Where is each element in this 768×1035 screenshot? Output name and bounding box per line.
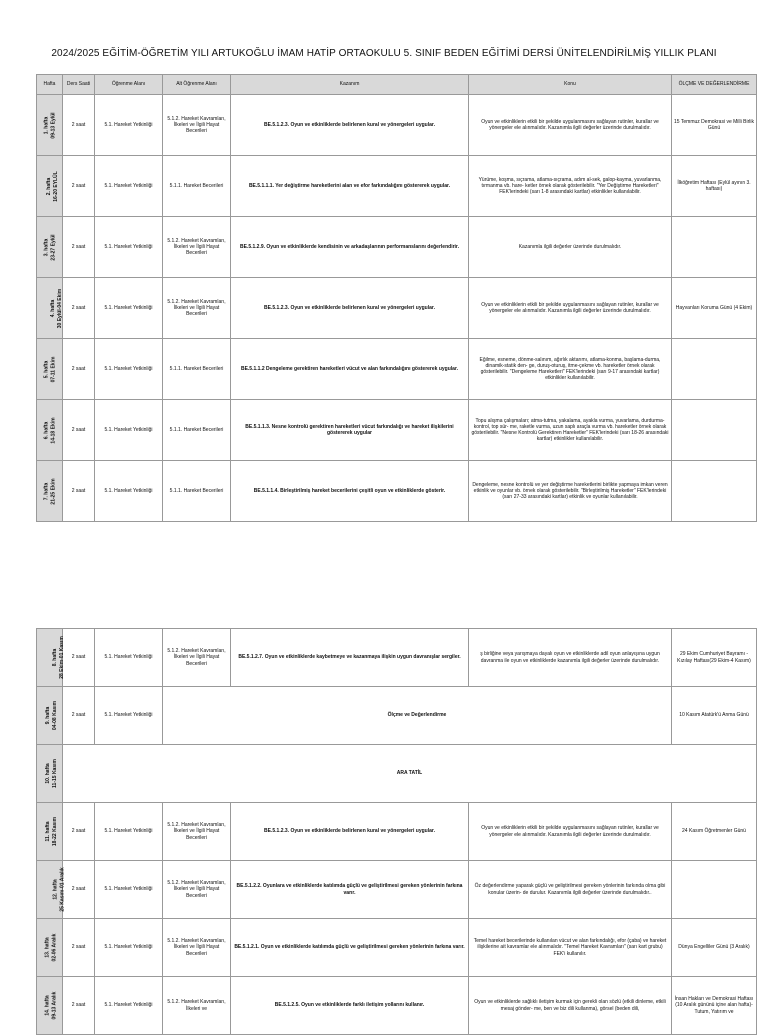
table-row [37, 278, 757, 339]
week-cell: 4. hafta 30 Eylül-04 Ekim [37, 278, 63, 339]
table-row [37, 461, 757, 522]
topic-cell: Oyun ve etkinliklerin etkili bir şekilde uygulanmasını sağlayan rutinler, kurallar ve yönergeler ele alınmalıdır. Kazanımla ilgili değerler üzerinde durulmalıdır. [469, 95, 672, 156]
col-header-kazanim: Kazanım [231, 75, 469, 95]
week-cell: 1. hafta 09-13 Eylül [37, 95, 63, 156]
hours-cell: 2 saat [63, 629, 95, 687]
outcome-cell: BE.5.1.2.3. Oyun ve etkinliklerde belirlenen kural ve yönergeleri uygular. [231, 95, 469, 156]
sub-learning-area-cell: 5.1.1. Hareket Becerileri [163, 461, 231, 522]
topic-cell: Öz değerlendirme yaparak güçlü ve geliştirilmesi gereken yönlerinin farkında olma gibi konular üzerin- de durulur. Kazanımla ilgili değerler üzerinde durulmalıdır.. [469, 861, 672, 919]
table-row [37, 95, 757, 156]
topic-cell: Eğilme, esneme, dönme-salınım, ağırlık aktarımı, atlama-konma, başlama-durma, dinamik-statik den- ge, duruş-oturuş, itme-çekme vb. hareketler örnek olarak gösterilebilir. "Dengeleme Hareketleri" FEK'lerindeki (sarı 9-17 arasındaki kartlar) etkinlikler kullanılabilir. [469, 339, 672, 400]
merged-assessment-cell: Ölçme ve Değerlendirme [163, 687, 672, 745]
sub-learning-area-cell: 5.1.2. Hareket Kavramları, İlkeleri ve İlgili Hayat Becerileri [163, 278, 231, 339]
assessment-cell [672, 461, 757, 522]
table-row [37, 629, 757, 687]
outcome-cell: BE.5.1.2.2. Oyunlara ve etkinliklerde katılımda güçlü ve geliştirilmesi gereken yönlerinin farkına varır. [231, 861, 469, 919]
week-cell: 7. hafta 21-25 Ekim [37, 461, 63, 522]
sub-learning-area-cell: 5.1.1. Hareket Becerileri [163, 400, 231, 461]
topic-cell: Dengeleme, nesne kontrolü ve yer değiştirme hareketlerini birlikte yapmaya imkan veren etkinlik ve oyunlar vb. örnek olarak gösterilebilir. "Birleştirilmiş Hareketler" FEK'lerindeki (sarı 27-33 arasındaki kartlar) etkinlik ve oyunlar kullanılabilir. [469, 461, 672, 522]
plan-table-page-2 [36, 628, 757, 1035]
sub-learning-area-cell: 5.1.2. Hareket Kavramları, İlkeleri ve İlgili Hayat Becerileri [163, 217, 231, 278]
table-row [37, 803, 757, 861]
col-header-ders-saati: Ders Saati [63, 75, 95, 95]
week-cell: 8. hafta 28 Ekim-01 Kasım [37, 629, 63, 687]
page-title: 2024/2025 EĞİTİM-ÖĞRETİM YILI ARTUKOĞLU İMAM HATİP ORTAOKULU 5. SINIF BEDEN EĞİTİMİ DERSİ ÜNİTELENDİRİLMİŞ YILLIK PLANI [51, 48, 717, 59]
learning-area-cell: 5.1. Hareket Yetkinliği [95, 803, 163, 861]
table-row [37, 217, 757, 278]
topic-cell: Oyun ve etkinliklerde sağlıklı iletişim kurmak için gerekli olan sözlü (etkili dinleme, etkili mesaj gönder- me, ben ve biz dili kullanma), görsel (beden dili, [469, 977, 672, 1035]
sub-learning-area-cell: 5.1.1. Hareket Becerileri [163, 339, 231, 400]
outcome-cell: BE.5.1.2.7. Oyun ve etkinliklerde kaybetmeye ve kazanmaya ilişkin uygun davranışlar sergiler. [231, 629, 469, 687]
col-header-ogrenme-alani: Öğrenme Alanı [95, 75, 163, 95]
table-row [37, 156, 757, 217]
week-cell: 6. hafta 14-18 Ekim [37, 400, 63, 461]
assessment-cell [672, 217, 757, 278]
topic-cell: Yürüme, koşma, sıçrama, atlama-sıçrama, adım al-sek, galop-kayma, yuvarlanma, tırmanma vb. hare- ketler örnek olarak gösterilebilir. "Yer Değiştirme Hareketleri" FEK'lerindeki (sarı 1-8 arasındaki kartlar) etkinlikler kullanılabilir. [469, 156, 672, 217]
hours-cell: 2 saat [63, 217, 95, 278]
week-cell: 9. hafta 04-08 Kasım [37, 687, 63, 745]
week-cell: 5. hafta 07-11 Ekim [37, 339, 63, 400]
sub-learning-area-cell: 5.1.2. Hareket Kavramları, İlkeleri ve [163, 977, 231, 1035]
sub-learning-area-cell: 5.1.2. Hareket Kavramları, İlkeleri ve İlgili Hayat Becerileri [163, 629, 231, 687]
week-cell: 12. hafta 25 Kasım-01 Aralık [37, 861, 63, 919]
sub-learning-area-cell: 5.1.1. Hareket Becerileri [163, 156, 231, 217]
sub-learning-area-cell: 5.1.2. Hareket Kavramları, İlkeleri ve İlgili Hayat Becerileri [163, 95, 231, 156]
assessment-cell: Dünya Engelliler Günü (3 Aralık) [672, 919, 757, 977]
sub-learning-area-cell: 5.1.2. Hareket Kavramları, İlkeleri ve İlgili Hayat Becerileri [163, 919, 231, 977]
assessment-cell [672, 339, 757, 400]
week-cell: 14. hafta 09-13 Aralık [37, 977, 63, 1035]
outcome-cell: BE.5.1.2.3. Oyun ve etkinliklerde belirlenen kural ve yönergeleri uygular. [231, 278, 469, 339]
table-row [37, 977, 757, 1035]
week-cell: 3. hafta 23-27 Eylül [37, 217, 63, 278]
learning-area-cell: 5.1. Hareket Yetkinliği [95, 95, 163, 156]
outcome-cell: BE.5.1.1.2 Dengeleme gerektiren hareketleri vücut ve alan farkındalığını göstererek uygular. [231, 339, 469, 400]
outcome-cell: BE.5.1.1.4. Birleştirilmiş hareket becerilerini çeşitli oyun ve etkinliklerde gösterir. [231, 461, 469, 522]
hours-cell: 2 saat [63, 861, 95, 919]
topic-cell: Temel hareket becerilerinde kullanılan vücut ve alan farkındalığı, efor (çaba) ve hareket ilişkilerine ait kavramlar ele alınmalıdır. "Temel Hareket Kavramları" (sarı kart grubu) FEK'i kullanılır. [469, 919, 672, 977]
hours-cell: 2 saat [63, 461, 95, 522]
assessment-cell: İnsan Hakları ve Demokrasi Haftası (10 Aralık gününü içine alan hafta)- Tutum, Yatırım ve [672, 977, 757, 1035]
learning-area-cell: 5.1. Hareket Yetkinliği [95, 278, 163, 339]
outcome-cell: BE.5.1.1.3. Nesne kontrolü gerektiren hareketleri vücut farkındalığı ve hareket ilişkilerini göstererek uygular [231, 400, 469, 461]
table-row [37, 745, 757, 803]
hours-cell: 2 saat [63, 156, 95, 217]
plan-table-page-1 [36, 74, 757, 522]
outcome-cell: BE.5.1.2.1. Oyun ve etkinliklerde katılımda güçlü ve geliştirilmesi gereken yönlerinin farkına varır. [231, 919, 469, 977]
header-row [37, 75, 757, 95]
assessment-cell: 10 Kasım Atatürk'ü Anma Günü [672, 687, 757, 745]
learning-area-cell: 5.1. Hareket Yetkinliği [95, 156, 163, 217]
assessment-cell: Hayvanları Koruma Günü (4 Ekim) [672, 278, 757, 339]
hours-cell: 2 saat [63, 95, 95, 156]
week-cell: 13. hafta 02-06 Aralık [37, 919, 63, 977]
outcome-cell: BE.5.1.2.9. Oyun ve etkinliklerde kendisinin ve arkadaşlarının performanslarını değerlendirir. [231, 217, 469, 278]
hours-cell: 2 saat [63, 400, 95, 461]
col-header-olcme: ÖLÇME VE DEĞERLENDİRME [672, 75, 757, 95]
sub-learning-area-cell: 5.1.2. Hareket Kavramları, İlkeleri ve İlgili Hayat Becerileri [163, 803, 231, 861]
week-cell: 11. hafta 18-22 Kasım [37, 803, 63, 861]
outcome-cell: BE.5.1.2.5. Oyun ve etkinliklerde farklı iletişim yollarını kullanır. [231, 977, 469, 1035]
learning-area-cell: 5.1. Hareket Yetkinliği [95, 400, 163, 461]
hours-cell: 2 saat [63, 339, 95, 400]
col-header-hafta: Hafta [37, 75, 63, 95]
learning-area-cell: 5.1. Hareket Yetkinliği [95, 461, 163, 522]
topic-cell: Topu alışma çalışmaları; atma-tutma, yakalama, ayakla vurma, yuvarlama, durdurma-kontrol, top sür- me, raketle vurma, uzun saplı araçla vurma vb. hareketler örnek olarak gösterilebilir. "Nesne Kontrolü Gerektiren Hareketler" FEK'lerindeki (sarı 18-26 arasındaki kartlar) etkinlikler kullanılabilir. [469, 400, 672, 461]
hours-cell: 2 saat [63, 687, 95, 745]
holiday-cell: ARA TATİL [63, 745, 757, 803]
col-header-alt-ogrenme-alani: Alt Öğrenme Alanı [163, 75, 231, 95]
outcome-cell: BE.5.1.1.1. Yer değiştirme hareketlerini alan ve efor farkındalığını göstererek uygular. [231, 156, 469, 217]
topic-cell: Kazanımla ilgili değerler üzerinde durulmalıdır. [469, 217, 672, 278]
sub-learning-area-cell: 5.1.2. Hareket Kavramları, İlkeleri ve İlgili Hayat Becerileri [163, 861, 231, 919]
hours-cell: 2 saat [63, 977, 95, 1035]
learning-area-cell: 5.1. Hareket Yetkinliği [95, 977, 163, 1035]
table-row [37, 919, 757, 977]
assessment-cell: 24 Kasım Öğretmenler Günü [672, 803, 757, 861]
learning-area-cell: 5.1. Hareket Yetkinliği [95, 861, 163, 919]
learning-area-cell: 5.1. Hareket Yetkinliği [95, 217, 163, 278]
topic-cell: Oyun ve etkinliklerin etkili bir şekilde uygulanmasını sağlayan rutinler, kurallar ve yönergeler ele alınmalıdır. Kazanımla ilgili değerler üzerinde durulmalıdır. [469, 803, 672, 861]
assessment-cell [672, 861, 757, 919]
topic-cell: ş birliğine veya yarışmaya dayalı oyun ve etkinliklerde adil oyun anlayışına uygun davranma ile oyun ve etkinliklerde kazanımla ilgili değerler üzerinde durulmalıdır. [469, 629, 672, 687]
week-cell: 10. hafta 11-15 Kasım [37, 745, 63, 803]
table-row [37, 687, 757, 745]
assessment-cell: 15 Temmuz Demokrasi ve Milli Birlik Günü [672, 95, 757, 156]
assessment-cell: İlköğretim Haftası (Eylül ayının 3. haftası) [672, 156, 757, 217]
table-row [37, 339, 757, 400]
hours-cell: 2 saat [63, 803, 95, 861]
assessment-cell: 29 Ekim Cumhuriyet Bayramı - Kızılay Haftası(29 Ekim-4 Kasım) [672, 629, 757, 687]
learning-area-cell: 5.1. Hareket Yetkinliği [95, 919, 163, 977]
table-row [37, 861, 757, 919]
hours-cell: 2 saat [63, 919, 95, 977]
topic-cell: Oyun ve etkinliklerin etkili bir şekilde uygulanmasını sağlayan rutinler, kurallar ve yönergeler ele alınmalıdır. Kazanımla ilgili değerler üzerinde durulmalıdır. [469, 278, 672, 339]
hours-cell: 2 saat [63, 278, 95, 339]
learning-area-cell: 5.1. Hareket Yetkinliği [95, 339, 163, 400]
learning-area-cell: 5.1. Hareket Yetkinliği [95, 629, 163, 687]
learning-area-cell: 5.1. Hareket Yetkinliği [95, 687, 163, 745]
table-row [37, 400, 757, 461]
col-header-konu: Konu [469, 75, 672, 95]
week-cell: 2. hafta 16-20 EYLÜL [37, 156, 63, 217]
outcome-cell: BE.5.1.2.3. Oyun ve etkinliklerde belirlenen kural ve yönergeleri uygular. [231, 803, 469, 861]
assessment-cell [672, 400, 757, 461]
